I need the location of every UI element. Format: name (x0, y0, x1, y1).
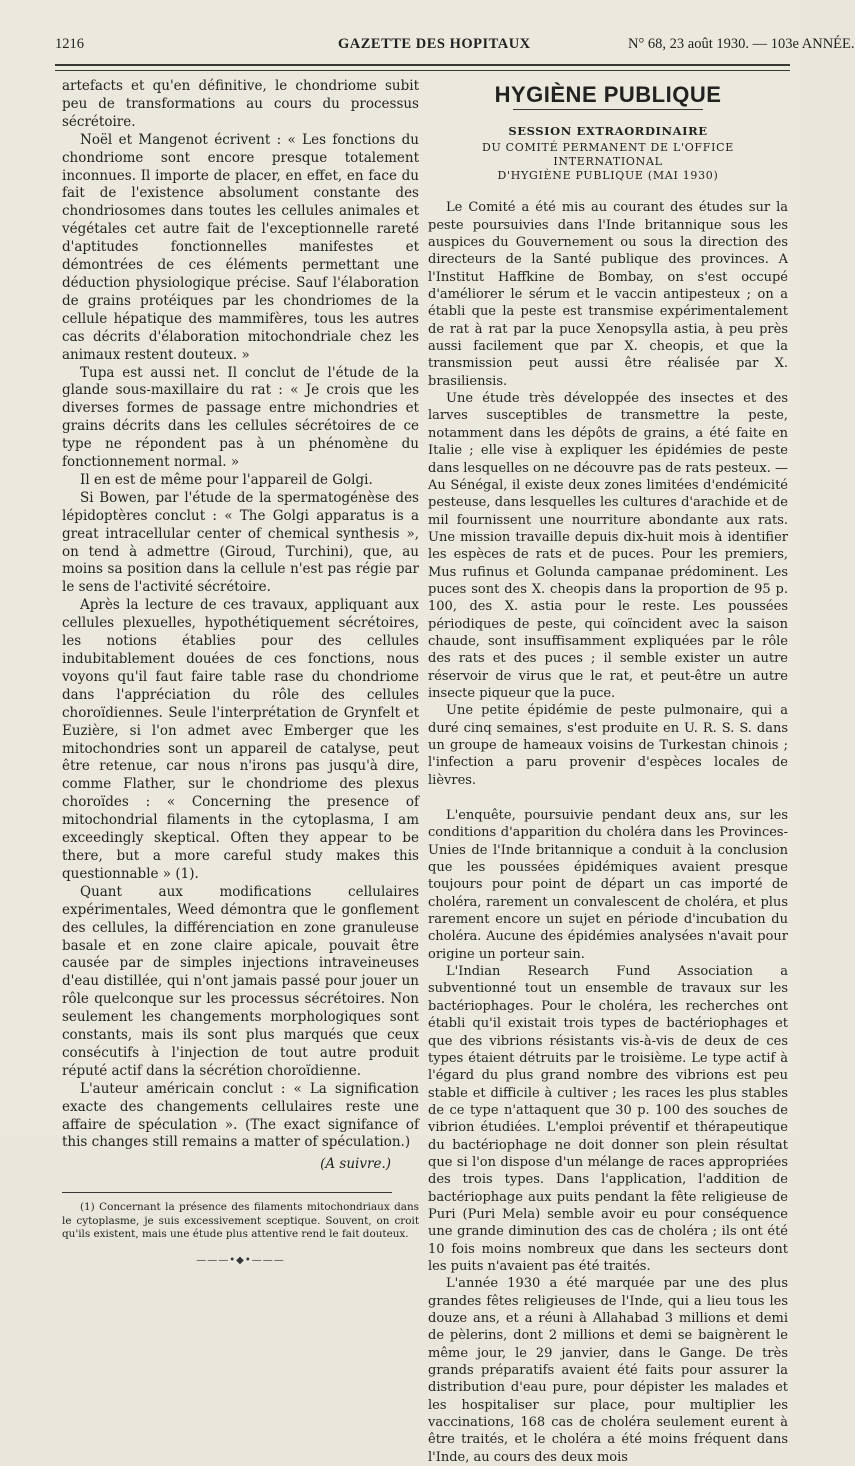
header-rule (55, 64, 790, 71)
paragraph: L'auteur américain conclut : « La signification exacte des changements cellulaires reste une affaire de spéculation ». (The exact signifance of this changes still remains a matter of spéculation.) (62, 1080, 419, 1151)
session-subtitle: SESSION EXTRAORDINAIRE (508, 124, 708, 139)
paragraph: Tupa est aussi net. Il conclut de l'étude de la glande sous-maxillaire du rat : « Je crois que les diverses formes de passage entre michondries et grains décrits dans les cellules sécrétoires de ce type ne répondent pas à un phénomène du fonctionnement normal. » (62, 364, 419, 471)
paragraph: Une petite épidémie de peste pulmonaire, qui a duré cinq semaines, s'est produite en U. R. S. S. dans un groupe de hameaux voisins de Turkestan chinois ; l'infection a paru provenir d'espèces locales de lièvres. (428, 703, 788, 788)
paragraph: Il en est de même pour l'appareil de Golgi. (80, 471, 373, 488)
office-subtitle: D'HYGIÈNE PUBLIQUE (MAI 1930) (497, 169, 719, 183)
paragraph: L'année 1930 a été marquée par une des plus grandes fêtes religieuses de l'Inde, qui a lieu tous les douze ans, et a réuni à Allahabad 3 millions et demi de pèlerins, dont 2 millions et demi se baignèrent le même jour, le 29 janvier, dans le Gange. De très grands préparatifs avaient été faits pour assurer la distribution d'eau pure, pour dépister les malades et les hospitaliser sur place, pour multiplier les vaccinations, 168 cas de choléra seulement eurent à être traités, et le choléra a été moins fréquent dans l'Inde, au cours des deux mois (428, 1276, 788, 1465)
paragraph: L'Indian Research Fund Association a subventionné tout un ensemble de travaux sur les bactériophages. Pour le choléra, les recherches ont établi qu'il existait trois types de bactériophages et que des vibrions résistants vis-à-vis de deux de ces types étaient détruits par le troisième. Le type actif à l'égard du plus grand nombre des vibrions est peu stable et difficile à cultiver ; les races les plus stables de ce type n'attaquent que 30 p. 100 des souches de vibrion étudiées. L'emploi préventif et thérapeutique du bactériophage ne doit donner son plein résultat que si l'on dispose d'un mélange de races appropriées des trois types. Dans l'application, l'addition de bactériophage aux puits pendant la fête religieuse de Puri (Puri Mela) semble avoir eu pour conséquence une grande diminution des cas de choléra ; ils ont été 10 fois moins nombreux que dans les secteurs dont les puits n'avaient pas été traités. (428, 964, 788, 1274)
paragraph: Après la lecture de ces travaux, appliquant aux cellules plexuelles, hypothétiquement sécrétoires, les notions établies pour des cellules indubitablement douées de ces fonctions, nous voyons qu'il faut faire table rase du chondriome dans l'appréciation du rôle des cellules choroïdiennes. Seule l'interprétation de Grynfelt et Euzière, si l'on admet avec Emberger que les mitochondries sont un appareil de catalyse, peut être retenue, car nous n'irons pas jusqu'à dire, comme Flather, sur le chondriome des plexus choroïdes : « Concerning the presence of mitochondrial filaments in the cytoplasma, I am exceedingly skeptical. Often they appear to be there, but a more careful study makes this questionnable » (1). (62, 597, 419, 882)
paragraph: Quant aux modifications cellulaires expérimentales, Weed démontra que le gonflement des cellules, la différenciation en zone granuleuse basale et en zone claire apicale, pouvait être causée par de simples injections intraveineuses d'eau distillée, qui n'ont jamais passé pour jouer un rôle quelconque sur les processus sécrétoires. Non seulement les changements morphologiques sont constants, mais ils sont plus marqués que ceux consécutifs à l'injection de tout autre produit réputé actif dans la sécrétion choroïdienne. (62, 883, 419, 1079)
ornament-divider: ———•◆•——— (196, 1254, 285, 1266)
paragraph: Le Comité a été mis au courant des études sur la peste poursuivies dans l'Inde britannique sous les auspices du Gouvernement ou sous la direction des directeurs de la Santé publique des provinces. A l'Institut Haffkine de Bombay, on s'est occupé d'améliorer le sérum et le vaccin antipesteux ; on a établi que la peste est transmise expérimentalement de rat à rat par la puce Xenopsylla astia, à peu près aussi facilement que par X. cheopis, et que la transmission peut aussi être réalisée par X. brasiliensis. (428, 200, 788, 389)
left-column (62, 78, 419, 1269)
paragraph: Noël et Mangenot écrivent : « Les fonctions du chondriome sont encore presque totalement inconnues. Il importe de placer, en effet, en face du fait de l'existence absolument constante des chondriosomes dans toutes les cellules animales et végétales cet autre fait de l'exceptionnelle rareté d'aptitudes fonctionnelles manifestes et démontrées de ces éléments permettant une déduction physiologique précise. Sauf l'élaboration de grains protéiques par les chondriomes de la cellule hépatique des mammifères, tous les autres cas décrits d'élaboration mitochondriale chez les animaux restent douteux. » (62, 131, 419, 363)
issue-info: N° 68, 23 août 1930. — 103e ANNÉE. (628, 36, 855, 52)
footnote-separator (62, 1192, 392, 1193)
right-column (428, 78, 788, 1466)
committee-subtitle: DU COMITÉ PERMANENT DE L'OFFICE INTERNATIONAL (482, 141, 734, 169)
paragraph: L'enquête, poursuivie pendant deux ans, sur les conditions d'apparition du choléra dans les Provinces-Unies de l'Inde britannique a conduit à la conclusion que les poussées épidémiques avaient presque toujours pour point de départ un cas importé de choléra, rarement un convalescent de choléra, et plus rarement encore un sujet en période d'incubation du choléra. Aucune des épidémies analysées n'avait pour origine un porteur sain. (428, 808, 788, 962)
paragraph: Une étude très développée des insectes et des larves susceptibles de transmettre la peste, notamment dans les dépôts de grains, a été faite en Italie ; elle vise à expliquer les épidémies de peste dans lesquelles on ne découvre pas de rats pesteux. — Au Sénégal, il existe deux zones limitées d'endémicité pesteuse, dans lesquelles les cultures d'arachide et de mil fournissent une nourriture abondante aux rats. Une mission travaille depuis dix-huit mois à identifier les espèces de rats et de puces. Pour les premiers, Mus rufinus et Golunda campanae prédominent. Les puces sont des X. cheopis dans la proportion de 95 p. 100, des X. astia pour le reste. Les poussées périodiques de peste, qui coïncident avec la saison chaude, sont insuffisamment expliquées par le rôle des rats et des puces ; il semble exister un autre réservoir de virus que le rat, et peut-être un autre insecte piqueur que la puce. (428, 391, 788, 701)
section-title: HYGIÈNE PUBLIQUE (494, 82, 722, 107)
page-header (55, 36, 855, 58)
paragraph: Si Bowen, par l'étude de la spermatogénèse des lépidoptères conclut : « The Golgi apparatus is a great intracellular center of chemical synthesis », on tend à admettre (Giroud, Turchini), que, au moins sa position dans la cellule n'est pas régie par le sens de l'activité sécrétoire. (62, 489, 419, 596)
journal-title: GAZETTE DES HOPITAUX (338, 36, 531, 52)
section-rule (513, 109, 703, 110)
paragraph: artefacts et qu'en définitive, le chondriome subit peu de transformations au cours du processus sécrétoire. (62, 78, 419, 130)
paragraph-gap (428, 789, 788, 807)
footnote: (1) Concernant la présence des filaments mitochondriaux dans le cytoplasme, je suis excessivement sceptique. Souvent, on croit qu'ils existent, mais une étude plus attentive rend le fait douteux. (62, 1201, 419, 1241)
to-be-continued: (A suivre.) (320, 1156, 391, 1173)
page-number: 1216 (55, 36, 84, 52)
